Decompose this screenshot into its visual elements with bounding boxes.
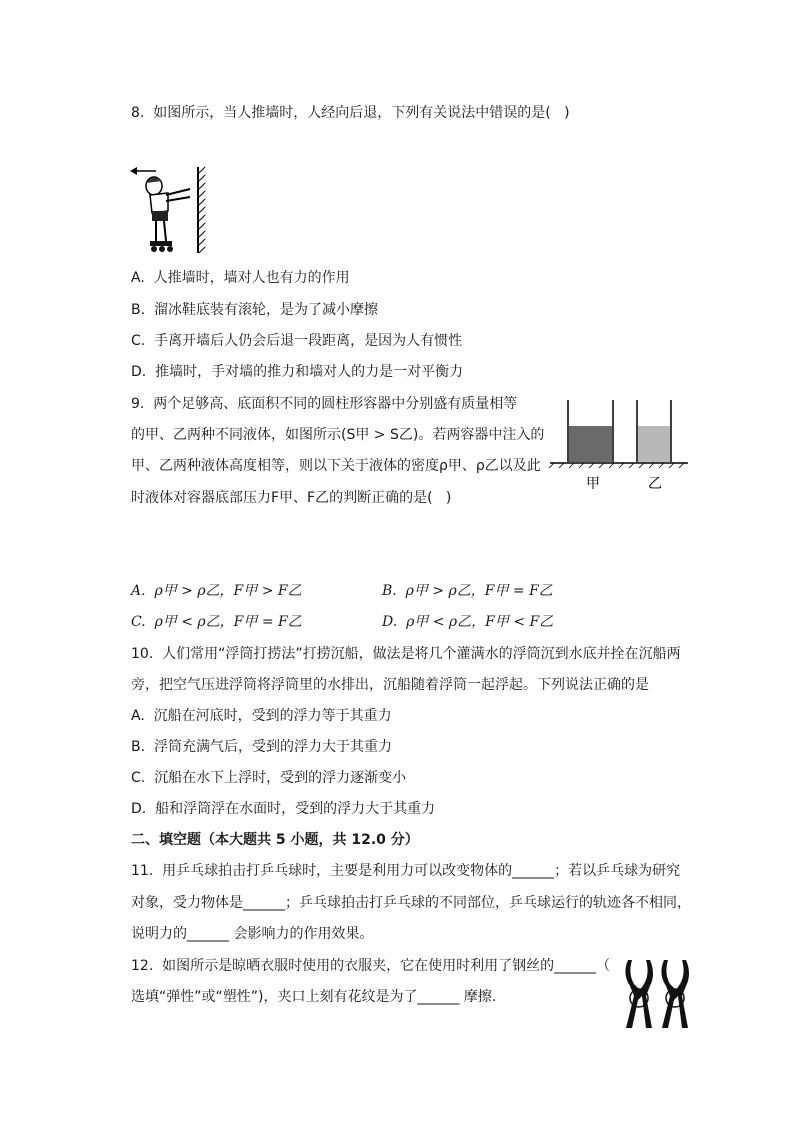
q9-stem-line-4: 时液体对容器底部压力F甲、F乙的判断正确的是( ) — [131, 490, 452, 506]
q11-line-3: 说明力的______ 会影响力的作用效果。 — [131, 926, 374, 942]
q12-figure-clothespins — [620, 956, 696, 1032]
section-fill-in-blank-heading: 二、填空题（本大题共 5 小题，共 12.0 分） — [131, 832, 419, 848]
q10-option-c: C. 沉船在水下上浮时，受到的浮力逐渐变小 — [131, 770, 407, 786]
q8-option-d: D. 推墙时，手对墙的推力和墙对人的力是一对平衡力 — [131, 364, 464, 380]
q11-line-1: 11. 用乒乓球拍击打乒乓球时，主要是利用力可以改变物体的______；若以乒乓球为研究 — [131, 863, 681, 879]
q9-stem-line-1: 9. 两个足够高、底面积不同的圆柱形容器中分别盛有质量相等 — [131, 396, 518, 412]
q10-option-d: D. 船和浮筒浮在水面时，受到的浮力大于其重力 — [131, 801, 436, 817]
q8-option-b: B. 溜冰鞋底装有滚轮，是为了减小摩擦 — [131, 302, 378, 318]
q10-option-a: A. 沉船在河底时，受到的浮力等于其重力 — [131, 708, 392, 724]
q9-stem-line-3: 甲、乙两种液体高度相等，则以下关于液体的密度ρ甲、ρ乙以及此 — [131, 458, 541, 474]
q8-option-a: A. 人推墙时，墙对人也有力的作用 — [131, 270, 350, 286]
q8-option-c: C. 手离开墙后人仍会后退一段距离，是因为人有惯性 — [131, 333, 463, 349]
q11-line-2: 对象，受力物体是______；乒乓球拍击打乒乓球的不同部位，乒乓球运行的轨迹各不相同， — [131, 895, 691, 911]
q12-line-1: 12. 如图所示是晾晒衣服时使用的衣服夹，它在使用时利用了钢丝的______（ — [131, 958, 611, 974]
q9-figure-label-yi: 乙 — [648, 476, 662, 492]
q9-option-d: D. ρ甲 < ρ乙，F甲 < F乙 — [382, 614, 554, 630]
q10-stem-line-1: 10. 人们常用“浮筒打捞法”打捞沉船，做法是将几个灌满水的浮筒沉到水底并拴在沉船两 — [131, 646, 681, 662]
q8-stem: 8. 如图所示，当人推墙时，人经向后退，下列有关说法中错误的是( ) — [131, 105, 570, 121]
q9-stem-line-2: 的甲、乙两种不同液体，如图所示(S甲 > S乙)。若两容器中注入的 — [131, 427, 545, 443]
q10-option-b: B. 浮筒充满气后，受到的浮力大于其重力 — [131, 739, 392, 755]
q9-figure-containers — [546, 396, 688, 494]
q9-option-c: C. ρ甲 < ρ乙，F甲 = F乙 — [131, 614, 302, 630]
q12-line-2: 选填“弹性”或“塑性”)，夹口上刻有花纹是为了______ 摩擦. — [131, 989, 497, 1005]
q8-figure-person-pushing-wall — [128, 163, 210, 257]
q9-option-a: A. ρ甲 > ρ乙，F甲 > F乙 — [131, 583, 302, 599]
q10-stem-line-2: 旁，把空气压进浮筒将浮筒里的水排出，沉船随着浮筒一起浮起。下列说法正确的是 — [131, 677, 649, 693]
q9-option-b: B. ρ甲 > ρ乙，F甲 = F乙 — [382, 583, 553, 599]
q9-figure-label-jia: 甲 — [586, 476, 600, 492]
